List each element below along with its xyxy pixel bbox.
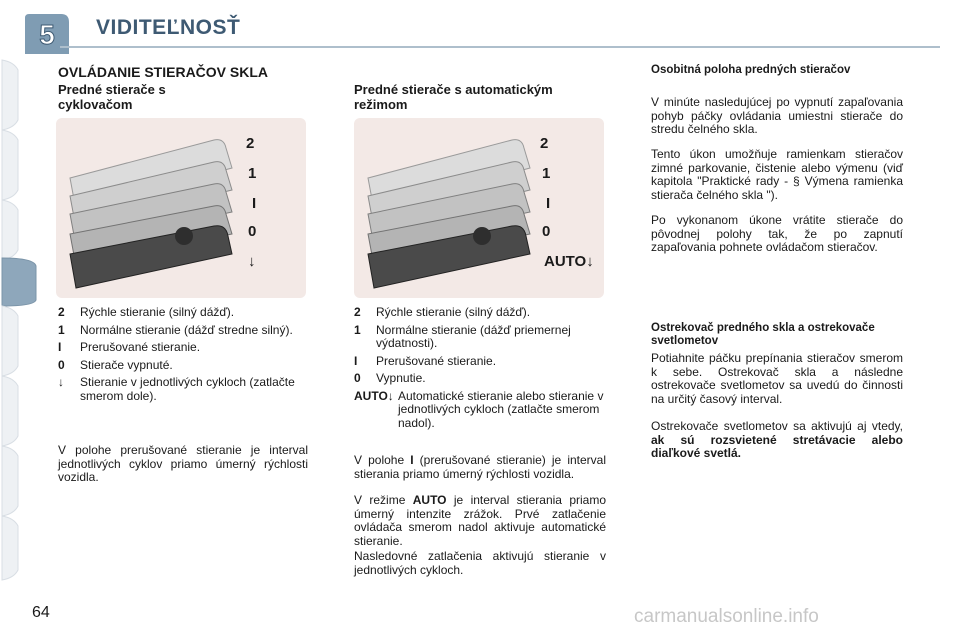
- legend-row: AUTO↓ Automatické stieranie alebo stieranie v jednotlivých cykloch (zatlačte smerom nadol).: [354, 388, 604, 430]
- col3-heading-1: Osobitná poloha predných stieračov: [651, 64, 851, 76]
- position-label: 0: [542, 223, 551, 240]
- chapter-title: VIDITEĽNOSŤ: [96, 16, 241, 39]
- col1-legend: [58, 306, 308, 407]
- section-title: OVLÁDANIE STIERAČOV SKLA: [58, 64, 269, 80]
- position-label: 2: [540, 135, 549, 152]
- col2-legend: [354, 306, 606, 434]
- col3-heading-2: Ostrekovač predného skla a ostrekovače svetlometov: [651, 322, 875, 347]
- legend-row: I Prerušované stieranie.: [58, 340, 201, 354]
- col3-paragraph-4: Potiahnite páčku prepínania stieračov smerom k sebe. Ostrekovač skla a následne ostrekovače svetlometov sa uvedú do činnosti na určitý časový interval.: [651, 351, 903, 406]
- col2-paragraph-3: Nasledovné zatlačenia aktivujú stieranie v jednotlivých cykloch.: [354, 549, 606, 577]
- stalk-positions: [368, 140, 530, 288]
- stalk-positions: [70, 140, 232, 288]
- chapter-badge: [25, 14, 69, 54]
- col2-paragraph-1: V polohe I (prerušované stieranie) je interval stierania priamo úmerný rýchlosti vozidla.: [354, 453, 606, 481]
- legend-row: 1 Normálne stieranie (dážď priemernej výdatnosti).: [354, 322, 571, 350]
- legend-row: ↓ Stieranie v jednotlivých cykloch (zatlačte smerom dole).: [58, 375, 295, 403]
- col3-paragraph-2: Tento úkon umožňuje ramienkam stieračov zimné parkovanie, čistenie alebo výmenu (viď kapitola "Praktické rady - § Výmena ramienka stierača čelného skla ").: [651, 147, 903, 202]
- legend-row: I Prerušované stieranie.: [354, 353, 497, 368]
- position-label: 1: [248, 165, 257, 182]
- position-label: I: [546, 195, 551, 212]
- chapter-tabs: [0, 0, 40, 590]
- position-label: 1: [542, 165, 551, 182]
- legend-row: 2 Rýchle stieranie (silný dážď).: [354, 305, 531, 319]
- col2-heading: Predné stierače s automatickým režimom: [354, 82, 553, 112]
- watermark: carmanualsonline.info: [634, 606, 819, 627]
- title-divider: [60, 46, 940, 48]
- col1-paragraph: V polohe prerušované stieranie je interval jednotlivých cyklov priamo úmerný rýchlosti vozidla.: [58, 443, 308, 484]
- col3-paragraph-1: V minúte nasledujúcej po vypnutí zapaľovania pohyb páčky ovládania umiestni stierače do stredu čelného skla.: [651, 95, 903, 136]
- position-label: 0: [248, 223, 257, 240]
- col1-heading: Predné stierače s cyklovačom: [58, 82, 166, 112]
- col3-paragraph-3: Po vykonanom úkone vrátite stierače do pôvodnej polohy tak, že po zapnutí zapaľovania pohnete ovládačom stieračov.: [651, 213, 903, 254]
- legend-row: 1 Normálne stieranie (dážď stredne silný).: [58, 322, 293, 337]
- legend-row: 2 Rýchle stieranie (silný dážď).: [58, 305, 235, 319]
- page-number: 64: [32, 604, 50, 621]
- position-label: ↓: [248, 253, 256, 270]
- position-label: I: [252, 195, 257, 212]
- col3-paragraph-5: Ostrekovače svetlometov sa aktivujú aj vtedy, ak sú rozsvietené stretávacie alebo diaľkové svetlá.: [651, 419, 903, 460]
- legend-row: 0 Stierače vypnuté.: [58, 357, 173, 372]
- position-label: AUTO↓: [544, 253, 594, 270]
- col2-paragraph-2: V režime AUTO je interval stierania priamo úmerný intenzite zrážok. Prvé zatlačenie ovládača smerom nadol aktivuje automatické stieranie.: [354, 493, 606, 548]
- position-label: 2: [246, 135, 255, 152]
- chapter-number: 5: [39, 19, 55, 50]
- wiper-stalk-illustration-1: [56, 118, 306, 298]
- wiper-stalk-illustration-2: [354, 118, 604, 298]
- legend-row: 0 Vypnutie.: [354, 371, 426, 385]
